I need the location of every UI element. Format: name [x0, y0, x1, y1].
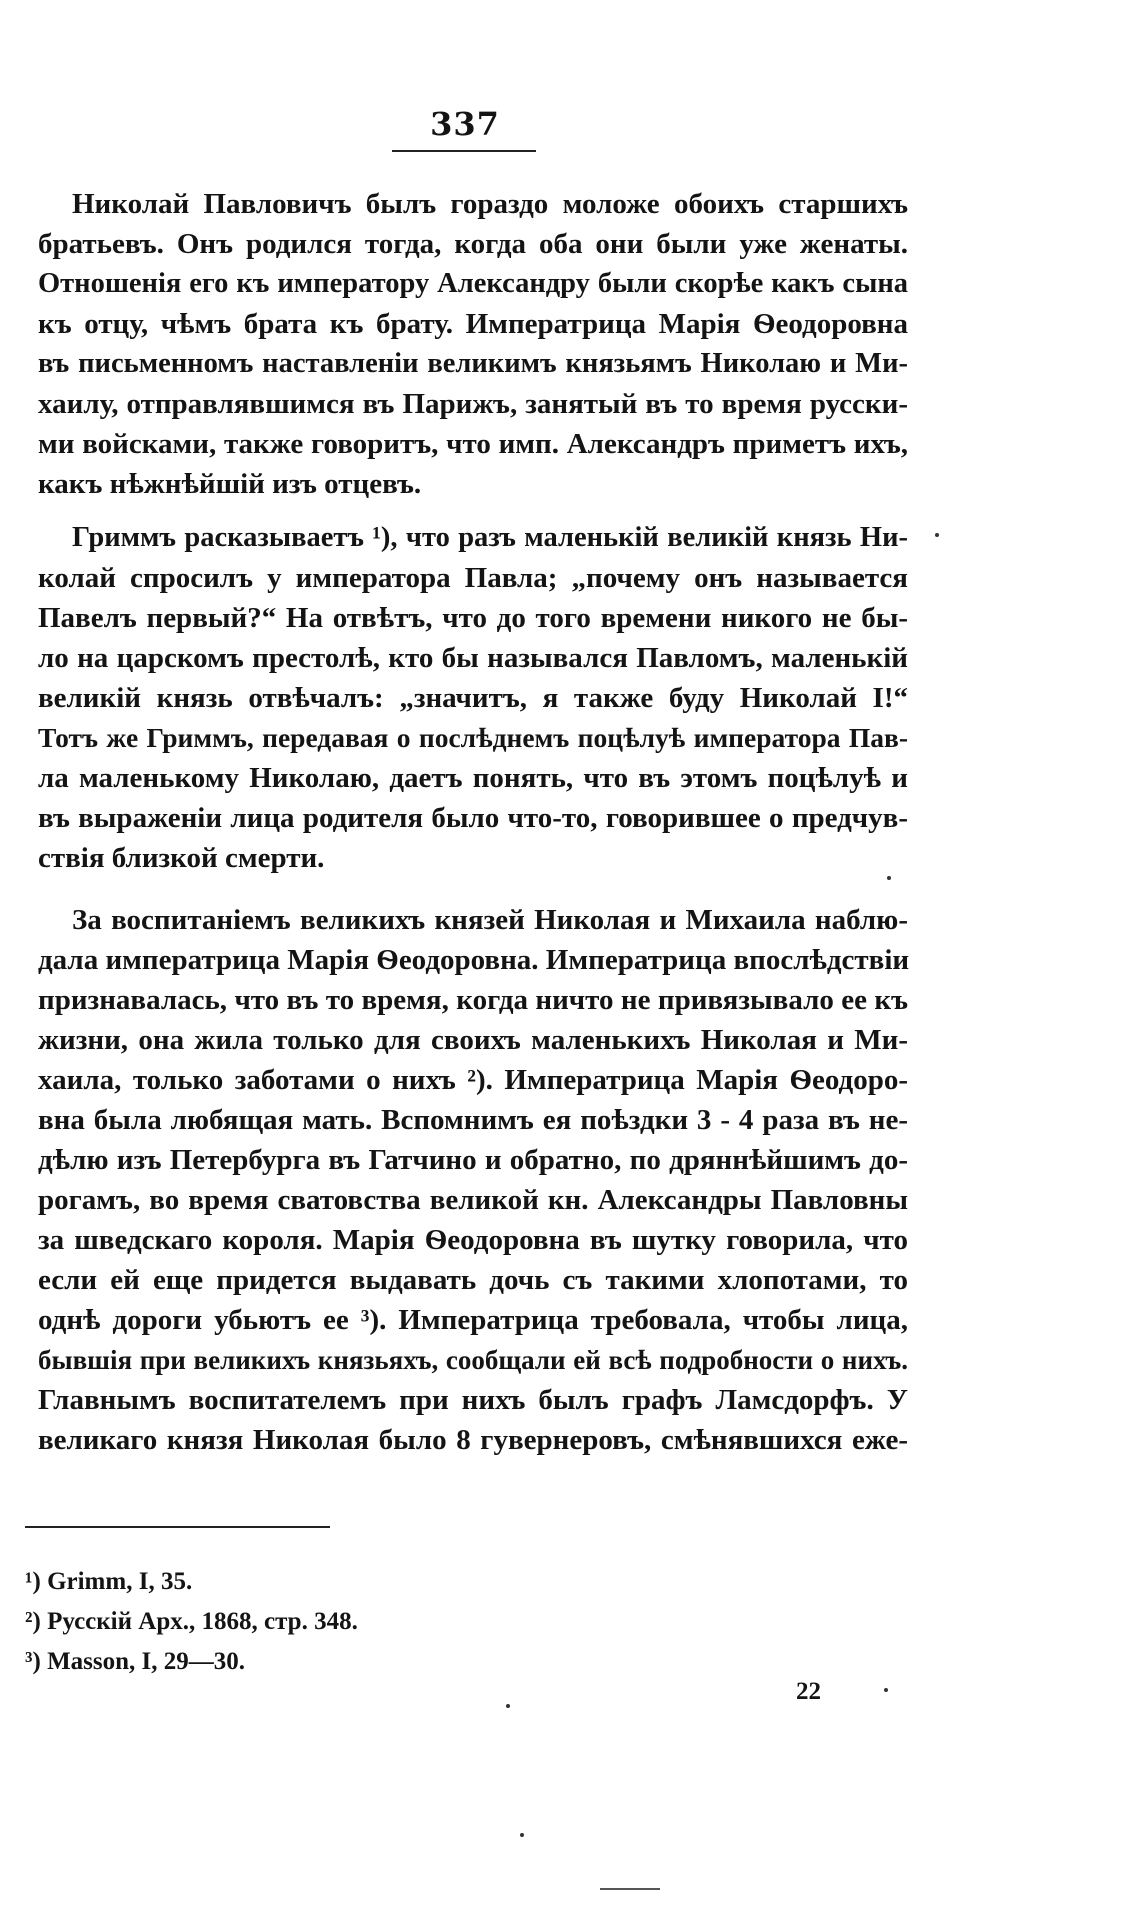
- footnote-rule: [25, 1526, 330, 1528]
- text-line: ми войсками, также говоритъ, что имп. Александръ приметъ ихъ,: [38, 428, 908, 460]
- text-line: жизни, она жила только для своихъ маленькихъ Николая и Ми-: [38, 1024, 908, 1056]
- text-line: ло на царскомъ престолѣ, кто бы назывался Павломъ, маленькій: [38, 642, 908, 674]
- footnote: ¹) Grimm, I, 35.: [25, 1568, 193, 1595]
- page-number: 337: [430, 105, 500, 143]
- text-line: великаго князя Николая было 8 гувернеровъ, смѣнявшихся еже-: [38, 1424, 908, 1456]
- text-line: Отношенія его къ императору Александру были скорѣе какъ сына: [38, 268, 908, 299]
- text-line: хаила, только заботами о нихъ ²). Императрица Марія Ѳеодоро-: [38, 1064, 908, 1096]
- text-line: въ письменномъ наставленіи великимъ князьямъ Николаю и Ми-: [38, 348, 908, 379]
- text-line: Главнымъ воспитателемъ при нихъ былъ графъ Ламсдорфъ. У: [38, 1384, 908, 1416]
- text-line: однѣ дороги убьютъ ее ³). Императрица требовала, чтобы лица,: [38, 1304, 908, 1336]
- text-line: Павелъ первый?“ На отвѣтъ, что до того времени никого не бы-: [38, 602, 908, 634]
- footnote: ²) Русскій Арх., 1868, стр. 348.: [25, 1608, 358, 1635]
- text-line: За воспитаніемъ великихъ князей Николая и Михаила наблю-: [72, 904, 908, 936]
- text-line: какъ нѣжнѣйшій изъ отцевъ.: [38, 468, 422, 500]
- text-line: Гриммъ расказываетъ ¹), что разъ маленькій великій князь Ни-: [72, 522, 908, 553]
- text-line: дѣлю изъ Петербурга въ Гатчино и обратно, по дряннѣйшимъ до-: [38, 1144, 908, 1176]
- text-line: дала императрица Марія Ѳеодоровна. Императрица впослѣдствіи: [38, 944, 910, 976]
- text-line: великій князь отвѣчалъ: „значитъ, я также буду Николай I!“: [38, 682, 908, 714]
- text-line: Тотъ же Гриммъ, передавая о послѣднемъ поцѣлуѣ императора Пав-: [38, 722, 908, 753]
- text-line: братьевъ. Онъ родился тогда, когда оба они были уже женаты.: [38, 228, 908, 260]
- text-line: ствія близкой смерти.: [38, 842, 325, 874]
- text-line: колай спросилъ у императора Павла; „почему онъ называется: [38, 562, 908, 594]
- scan-speck: [887, 876, 891, 880]
- scan-speck: [884, 1688, 888, 1692]
- text-line: хаилу, отправлявшимся въ Парижъ, занятый въ то время русски-: [38, 388, 908, 420]
- text-line: признавалась, что въ то время, когда ничто не привязывало ее къ: [38, 984, 908, 1016]
- text-line: ла маленькому Николаю, даетъ понять, что въ этомъ поцѣлуѣ и: [38, 762, 908, 794]
- scan-speck: [520, 1833, 524, 1837]
- text-line: къ отцу, чѣмъ брата къ брату. Императрица Марія Ѳеодоровна: [38, 308, 908, 340]
- signature-mark: 22: [796, 1678, 821, 1705]
- text-line: вна была любящая мать. Вспомнимъ ея поѣздки 3 - 4 раза въ не-: [38, 1104, 908, 1136]
- text-line: Николай Павловичъ былъ гораздо моложе обоихъ старшихъ: [72, 188, 908, 220]
- header-rule: [392, 150, 536, 152]
- text-line: въ выраженіи лица родителя было что-то, говорившее о предчув-: [38, 802, 908, 834]
- footnote: ³) Masson, I, 29—30.: [25, 1648, 246, 1675]
- scan-speck: [935, 533, 939, 537]
- scan-mark: [600, 1888, 660, 1890]
- scan-speck: [506, 1704, 510, 1708]
- text-line: если ей еще придется выдавать дочь съ такими хлопотами, то: [38, 1264, 908, 1296]
- text-line: за шведскаго короля. Марія Ѳеодоровна въ шутку говорила, что: [38, 1224, 908, 1256]
- text-line: рогамъ, во время сватовства великой кн. Александры Павловны: [38, 1184, 908, 1216]
- text-line: бывшія при великихъ князьяхъ, сообщали ей всѣ подробности о нихъ.: [38, 1345, 908, 1375]
